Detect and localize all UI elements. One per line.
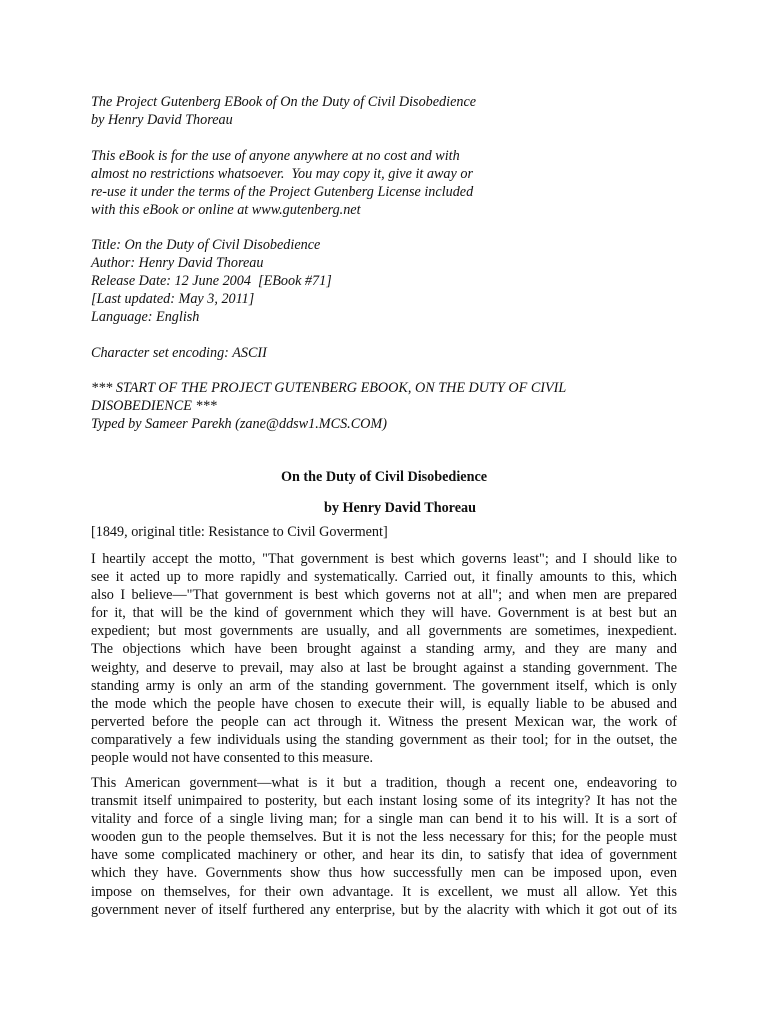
text-line: expedient; but most governments are usually, and all governments are sometimes, inexpedient. <box>91 623 677 640</box>
text-line: standing army is only an arm of the standing government. The government itself, which is only <box>91 677 677 694</box>
meta-language: Language: English <box>91 309 200 325</box>
license-notice <box>91 147 691 219</box>
meta-last-updated: [Last updated: May 3, 2011] <box>91 291 255 307</box>
license-line: re-use it under the terms of the Project Gutenberg License included <box>91 184 474 200</box>
paragraph-1 <box>91 550 677 767</box>
text-line: perverted before the people can act through it. Witness the present Mexican war, the work of <box>91 713 677 730</box>
text-line: I heartily accept the motto, "That government is best which governs least"; and I should like to <box>91 551 677 567</box>
text-line: have some complicated machinery or other, and hear its din, to satisfy that idea of government <box>91 847 677 864</box>
start-marker <box>91 379 691 433</box>
text-line: wooden gun to the people themselves. But it is not the less necessary for this; for the people must <box>91 829 677 846</box>
text-line: which they have. Governments show thus how successfully men can be imposed upon, even <box>91 865 677 882</box>
text-line: for it, that will be the kind of government which they will have. Government is at best but an <box>91 605 677 622</box>
text-line: The objections which have been brought against a standing army, and they are many and <box>91 641 677 658</box>
text-line: transmit itself unimpaired to posterity, but each instant losing some of its integrity? It has not the <box>91 793 677 810</box>
text-line: comparatively a few individuals using the standing government as their tool; for in the outset, the <box>91 731 677 748</box>
meta-title: Title: On the Duty of Civil Disobedience <box>91 237 321 253</box>
text-line: see it acted up to more rapidly and systematically. Carried out, it finally amounts to this, which <box>91 569 677 586</box>
text-line: This American government—what is it but a tradition, though a recent one, endeavoring to <box>91 775 677 791</box>
text-line: government never of itself furthered any enterprise, but by the alacrity with which it got out of its <box>91 901 677 918</box>
start-line: DISOBEDIENCE *** <box>91 398 217 414</box>
text-line: weighty, and deserve to prevail, may also at last be brought against a standing government. The <box>91 659 677 676</box>
ebook-heading-line: The Project Gutenberg EBook of On the Duty of Civil Disobedience <box>91 94 477 110</box>
start-line: *** START OF THE PROJECT GUTENBERG EBOOK, ON THE DUTY OF CIVIL <box>91 380 567 396</box>
ebook-heading-author: by Henry David Thoreau <box>91 112 233 128</box>
text-line: impose on themselves, for their own advantage. It is excellent, we must all allow. Yet this <box>91 883 677 900</box>
document-author: by Henry David Thoreau <box>323 500 477 516</box>
encoding-line: Character set encoding: ASCII <box>91 345 267 361</box>
text-line: the mode which the people have chosen to execute their will, is equally liable to be abused and <box>91 695 677 712</box>
license-line: almost no restrictions whatsoever. You may copy it, give it away or <box>91 166 473 182</box>
license-line: with this eBook or online at www.gutenberg.net <box>91 202 361 218</box>
original-title-note: [1849, original title: Resistance to Civil Goverment] <box>91 524 388 540</box>
ebook-metadata <box>91 236 691 326</box>
text-line: vitality and force of a single living man; for a single man can bend it to his will. It is a sort of <box>91 811 677 828</box>
ebook-heading <box>91 93 691 129</box>
meta-author: Author: Henry David Thoreau <box>91 255 264 271</box>
text-line: people would not have consented to this measure. <box>91 750 374 767</box>
meta-release-date: Release Date: 12 June 2004 [EBook #71] <box>91 273 332 289</box>
document-title: On the Duty of Civil Disobedience <box>280 469 488 485</box>
typist-credit: Typed by Sameer Parekh (zane@ddsw1.MCS.COM) <box>91 416 387 432</box>
paragraph-2 <box>91 774 677 919</box>
text-line: also I believe—"That government is best which governs not at all"; and when men are prepared <box>91 587 677 604</box>
license-line: This eBook is for the use of anyone anywhere at no cost and with <box>91 148 460 164</box>
